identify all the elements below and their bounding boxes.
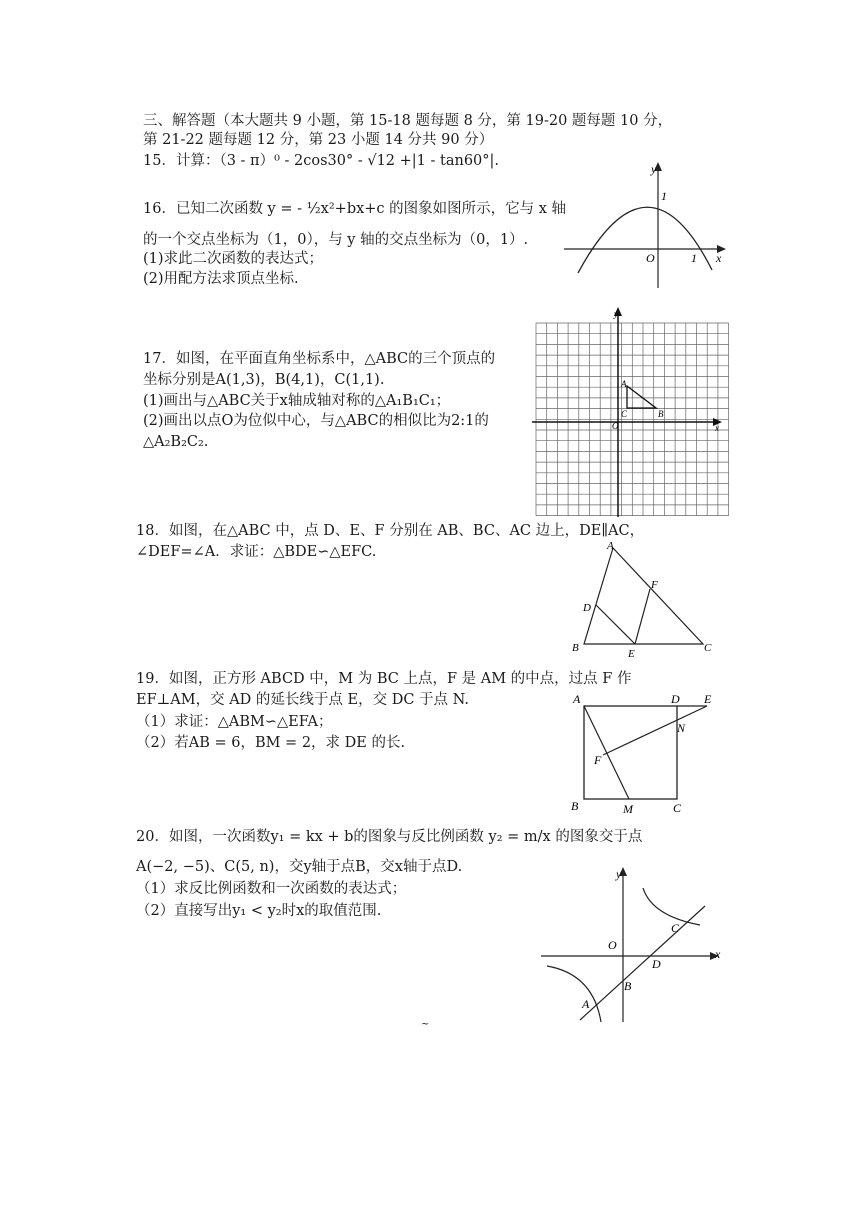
section-heading-line1: 三、解答题（本大题共 9 小题，第 15-18 题每题 8 分，第 19-20 题每题 10 分， [143, 113, 673, 129]
q20-point-b-label: B [624, 979, 632, 993]
q17-x-label: x [715, 423, 719, 433]
question-16-line2: 的一个交点坐标为（1，0），与 y 轴的交点坐标为（0，1）. [143, 232, 529, 248]
question-17-part2: (2)画出以点O为位似中心，与△ABC的相似比为2:1的 [143, 413, 489, 429]
question-17-part1: (1)画出与△ABC关于x轴成轴对称的△A₁B₁C₁； [143, 393, 451, 409]
q18-point-c-label: C [704, 642, 712, 654]
question-19-line2: EF⊥AM，交 AD 的延长线于点 E，交 DC 于点 N. [136, 692, 470, 708]
q16-parabola-figure [560, 158, 730, 293]
section-heading-line2: 第 21-22 题每题 12 分，第 23 小题 14 分共 90 分） [143, 132, 494, 148]
question-18-line2: ∠DEF=∠A．求证：△BDE∽△EFC. [136, 544, 377, 560]
question-19-part1: （1）求证：△ABM∽△EFA； [136, 714, 333, 730]
question-16-part1: (1)求此二次函数的表达式； [143, 251, 324, 267]
question-15: 15．计算：（3 - π）⁰ - 2cos30° - √12 +|1 - tan60°|. [143, 153, 500, 169]
q19-point-f-label: F [594, 753, 602, 767]
q20-point-c-label: C [671, 921, 680, 935]
question-17-part3: △A₂B₂C₂. [143, 434, 209, 450]
question-19-line1: 19．如图，正方形 ABCD 中，M 为 BC 上点，F 是 AM 的中点，过点 F 作 [136, 671, 632, 687]
q19-point-a-label: A [573, 692, 581, 706]
q16-x-label: x [716, 251, 722, 265]
q20-y-label: y [616, 867, 622, 881]
q19-point-c-label: C [673, 801, 682, 815]
q18-point-b-label: B [572, 642, 579, 654]
question-17-line1: 17．如图，在平面直角坐标系中，△ABC的三个顶点的 [143, 351, 496, 367]
question-16-line1: 16．已知二次函数 y = - ½x²+bx+c 的图象如图所示，它与 x 轴 [143, 201, 567, 217]
question-20-line2: A(−2, −5)、C(5, n)，交y轴于点B，交x轴于点D. [136, 859, 463, 875]
q18-point-f-label: F [651, 579, 658, 591]
q19-point-m-label: M [623, 802, 633, 816]
question-18-line1: 18．如图，在△ABC 中，点 D、E、F 分别在 AB、BC、AC 边上，DE∥AC， [136, 523, 645, 539]
q20-x-label: x [715, 947, 721, 961]
q20-origin-label: O [608, 938, 617, 952]
q19-point-e-label: E [704, 692, 712, 706]
q16-origin-label: O [646, 251, 655, 265]
q19-point-n-label: N [677, 721, 686, 735]
q19-point-d-label: D [671, 692, 680, 706]
q16-y-intercept-label: 1 [661, 189, 667, 203]
page-mark: ~ [421, 1019, 430, 1030]
question-20-part2: （2）直接写出y₁ < y₂时x的取值范围. [136, 903, 382, 919]
q17-origin-label: O [612, 421, 619, 431]
q18-point-a-label: A [607, 540, 614, 552]
q17-grid-figure [530, 305, 730, 520]
q20-function-figure [535, 862, 730, 1024]
q19-point-b-label: B [571, 799, 579, 813]
q17-point-b-label: B [658, 409, 664, 419]
question-20-part1: （1）求反比例函数和一次函数的表达式； [136, 881, 407, 897]
q16-x-intercept-label: 1 [691, 251, 697, 265]
q18-point-d-label: D [583, 602, 591, 614]
question-20-line1: 20．如图，一次函数y₁ = kx + b的图象与反比例函数 y₂ = m/x 的图象交于点 [136, 829, 643, 845]
q17-point-a-label: A [621, 379, 627, 389]
q20-point-d-label: D [652, 957, 661, 971]
q17-point-c-label: C [621, 409, 628, 419]
q20-point-a-label: A [582, 997, 590, 1011]
q18-point-e-label: E [628, 648, 635, 660]
q19-square-figure [565, 688, 725, 818]
question-19-part2: （2）若AB = 6，BM = 2，求 DE 的长. [136, 735, 406, 751]
q16-y-label: y [651, 162, 657, 176]
q18-triangle-figure [565, 538, 725, 660]
question-17-line2: 坐标分别是A(1,3)，B(4,1)，C(1,1). [143, 372, 385, 388]
q17-y-label: y [614, 309, 618, 319]
question-16-part2: (2)用配方法求顶点坐标. [143, 271, 299, 287]
